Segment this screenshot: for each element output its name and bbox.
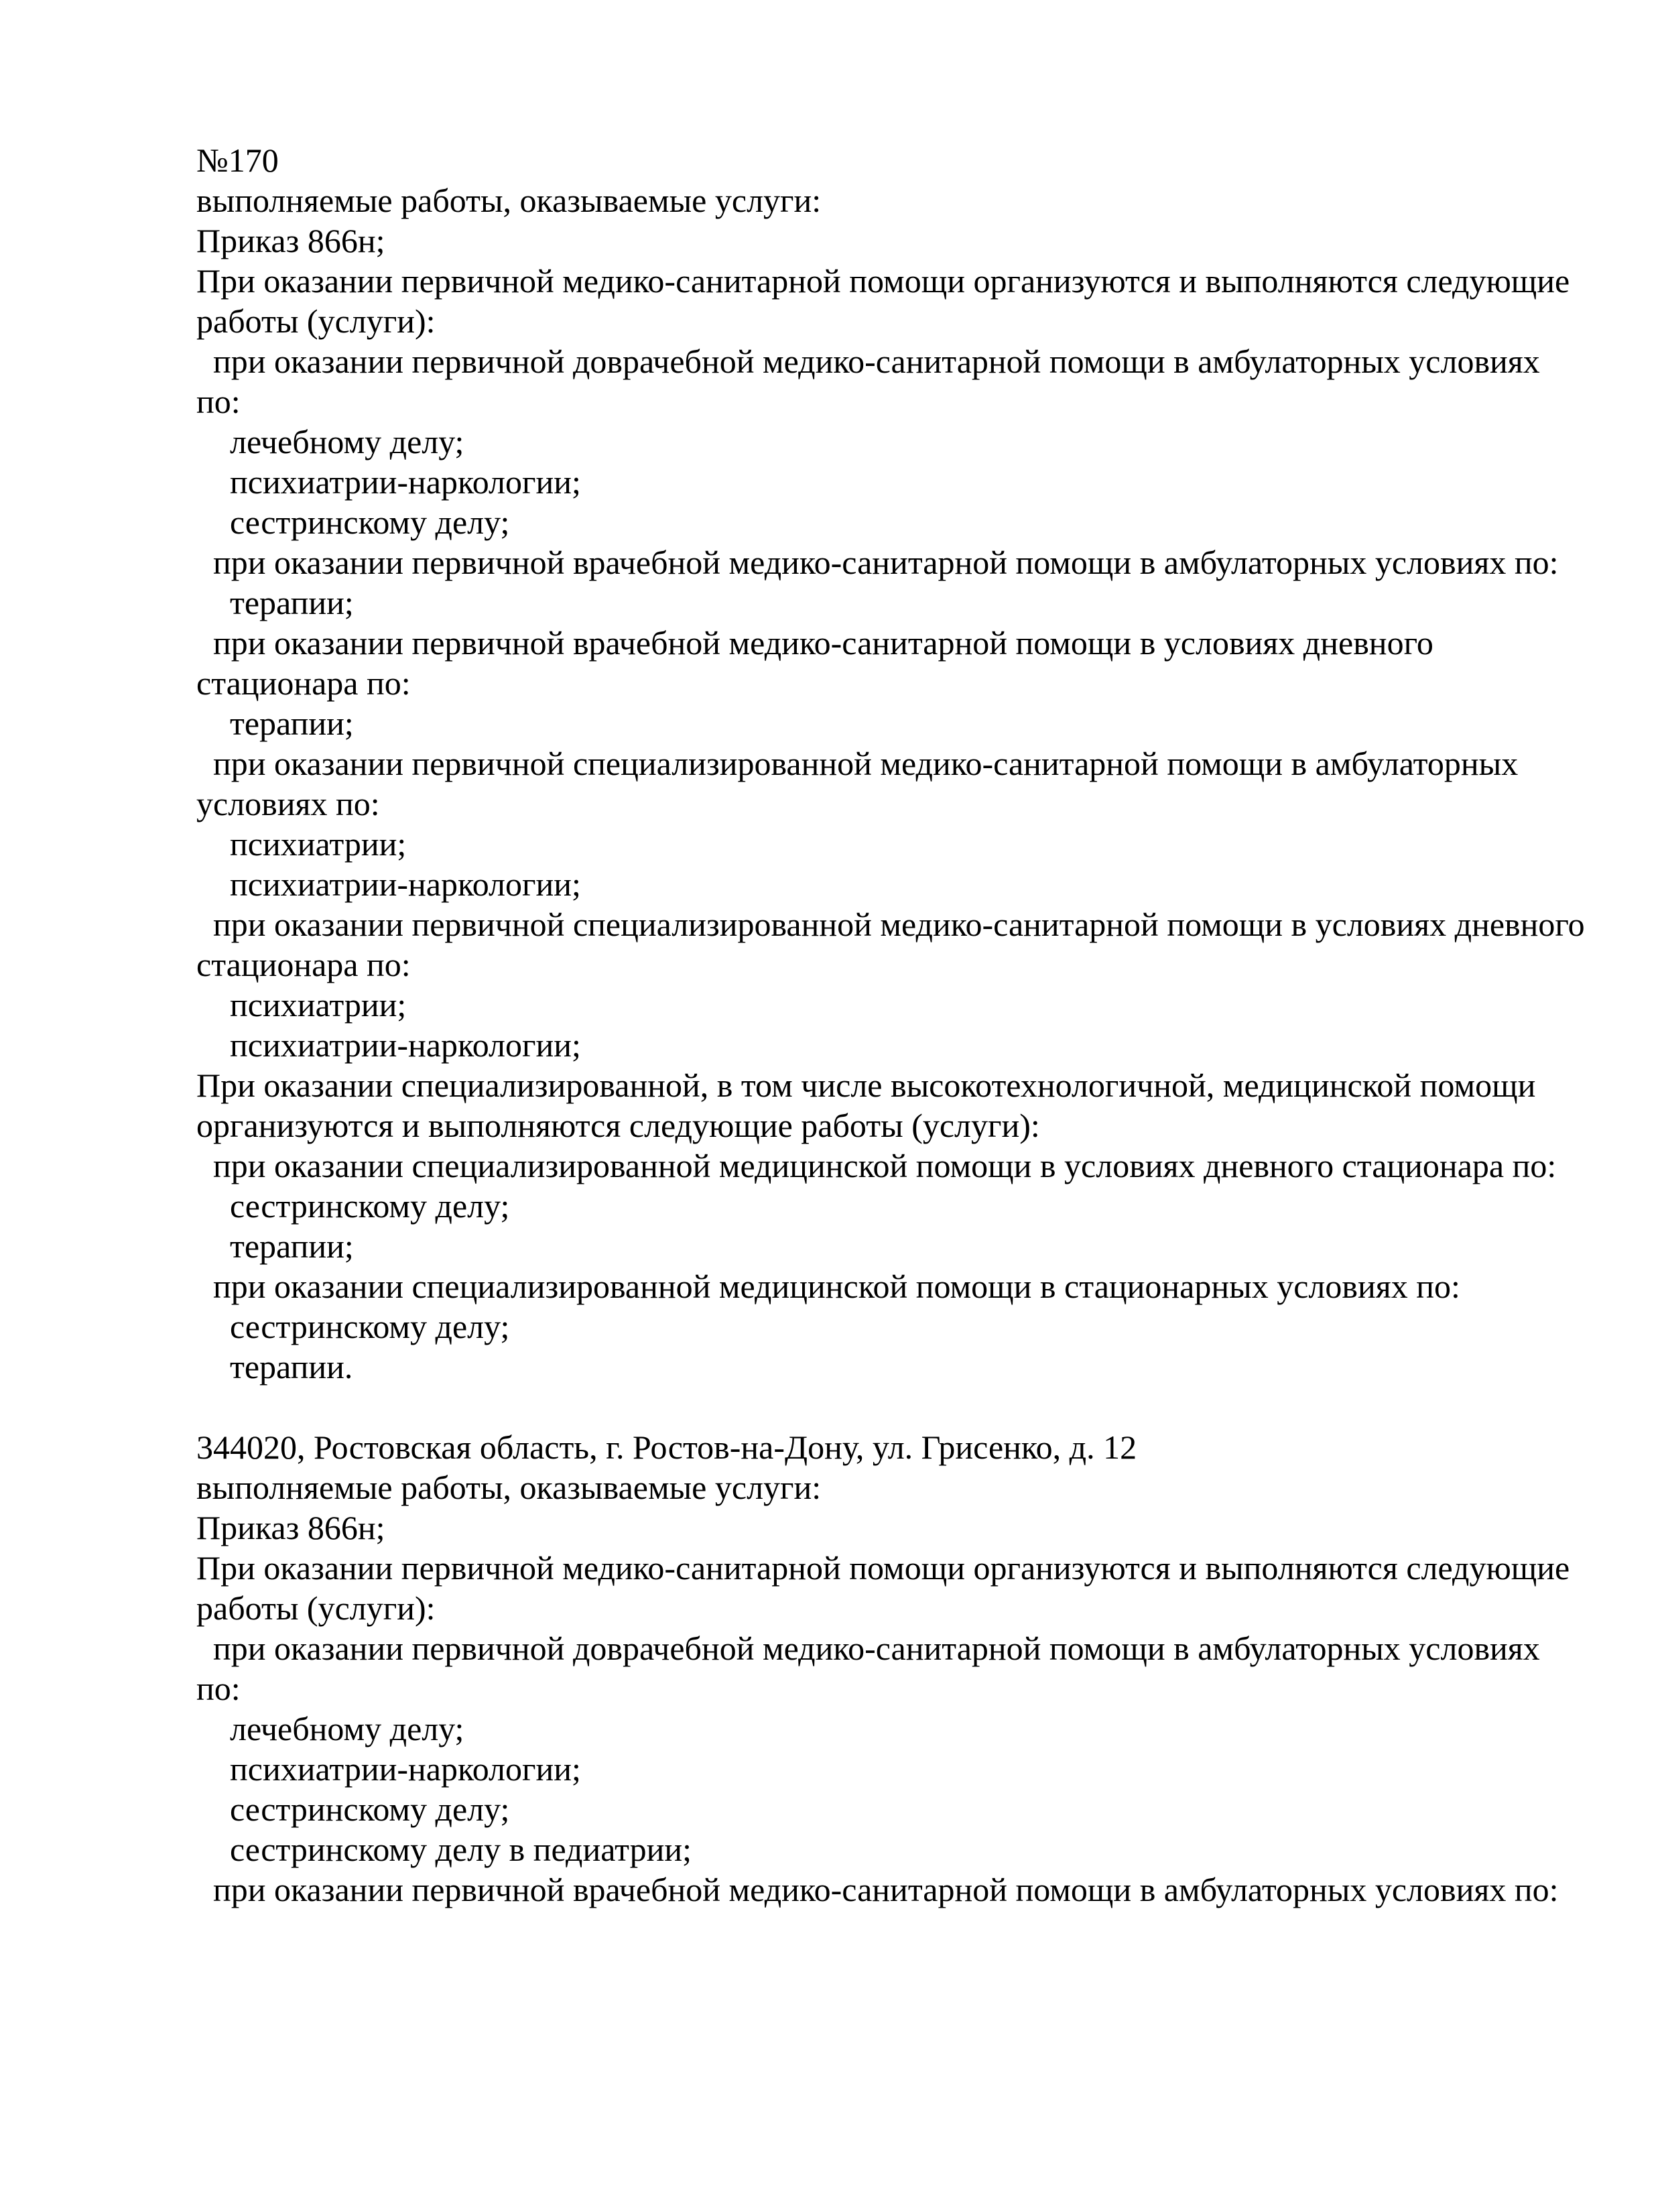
document-line: стационара по: (196, 946, 411, 983)
document-line: терапии; (230, 704, 354, 742)
document-line: условиях по: (196, 785, 380, 822)
document-line: терапии; (230, 584, 354, 621)
document-line: При оказании специализированной, в том числе высокотехнологичной, медицинской помощи (196, 1066, 1536, 1104)
document-line: лечебному делу; (230, 423, 464, 460)
document-line: при оказании первичной доврачебной медико-санитарной помощи в амбулаторных условиях (213, 1630, 1540, 1667)
document-line: при оказании первичной врачебной медико-санитарной помощи в условиях дневного (213, 624, 1433, 662)
document-line: выполняемые работы, оказываемые услуги: (196, 1469, 822, 1506)
document-line: лечебному делу; (230, 1710, 464, 1747)
document-line: психиатрии-наркологии; (230, 865, 581, 903)
document-line: терапии; (230, 1227, 354, 1265)
document-line: сестринскому делу в педиатрии; (230, 1831, 692, 1868)
document-line: стационара по: (196, 664, 411, 702)
document-line: организуются и выполняются следующие работы (услуги): (196, 1107, 1040, 1144)
document-line: №170 (196, 141, 279, 179)
document-line: При оказании первичной медико-санитарной помощи организуются и выполняются следующие (196, 1549, 1570, 1587)
document-line: выполняемые работы, оказываемые услуги: (196, 182, 822, 219)
document-line: психиатрии; (230, 825, 407, 863)
license-works-section-2 (196, 1427, 1662, 1910)
document-line: при оказании специализированной медицинской помощи в стационарных условиях по: (213, 1268, 1460, 1305)
document-line: Приказ 866н; (196, 222, 385, 259)
document-line: работы (услуги): (196, 1589, 436, 1627)
document-line: работы (услуги): (196, 302, 436, 340)
document-line: по: (196, 1670, 241, 1707)
document-line: При оказании первичной медико-санитарной помощи организуются и выполняются следующие (196, 262, 1570, 300)
document-line: при оказании первичной доврачебной медико-санитарной помощи в амбулаторных условиях (213, 343, 1540, 380)
document-line: при оказании первичной специализированной медико-санитарной помощи в условиях дневного (213, 906, 1585, 943)
document-line: психиатрии; (230, 986, 407, 1024)
document-line: психиатрии-наркологии; (230, 1750, 581, 1788)
document-line: сестринскому делу; (230, 1187, 510, 1225)
document-line: при оказании первичной врачебной медико-санитарной помощи в амбулаторных условиях по: (213, 1871, 1559, 1908)
document-line: психиатрии-наркологии; (230, 1026, 581, 1064)
document-line: при оказании первичной врачебной медико-санитарной помощи в амбулаторных условиях по: (213, 544, 1559, 581)
document-line: по: (196, 383, 241, 420)
document-line: психиатрии-наркологии; (230, 463, 581, 501)
document-line: Приказ 866н; (196, 1509, 385, 1546)
document-line: 344020, Ростовская область, г. Ростов-на-Дону, ул. Грисенко, д. 12 (196, 1428, 1137, 1466)
document-line: при оказании первичной специализированной медико-санитарной помощи в амбулаторных (213, 745, 1519, 782)
document-line: при оказании специализированной медицинской помощи в условиях дневного стационара по: (213, 1147, 1557, 1184)
license-works-section-1 (196, 140, 1662, 1387)
document-content (196, 140, 1662, 1910)
document-line: терапии. (230, 1348, 353, 1386)
document-line: сестринскому делу; (230, 1790, 510, 1828)
document-line: сестринскому делу; (230, 1308, 510, 1345)
document-line: сестринскому делу; (230, 503, 510, 541)
